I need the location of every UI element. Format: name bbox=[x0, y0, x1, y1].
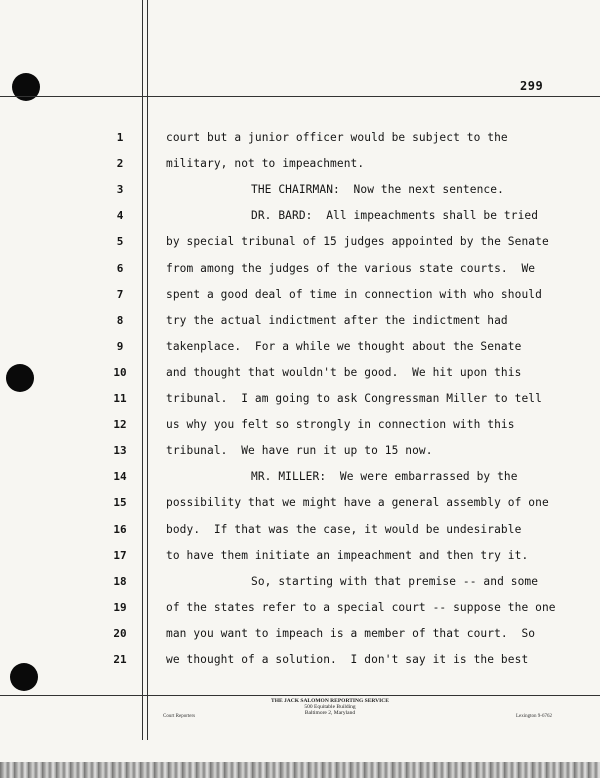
transcript-line: takenplace. For a while we thought about the Senate bbox=[166, 340, 522, 353]
footer-service bbox=[230, 698, 430, 716]
transcript-line: military, not to impeachment. bbox=[166, 157, 365, 170]
transcript-line: body. If that was the case, it would be undesirable bbox=[166, 523, 522, 536]
margin-rule-left bbox=[142, 0, 143, 740]
line-number: 7 bbox=[116, 288, 124, 301]
line-number: 15 bbox=[113, 496, 127, 509]
line-number: 2 bbox=[116, 157, 124, 170]
line-number: 16 bbox=[113, 523, 127, 536]
transcript-line: THE CHAIRMAN: Now the next sentence. bbox=[251, 183, 504, 196]
footer-service-name: THE JACK SALOMON REPORTING SERVICE bbox=[271, 698, 389, 704]
line-number: 21 bbox=[113, 653, 127, 666]
scan-edge-artifact bbox=[0, 762, 600, 778]
transcript-line: tribunal. I am going to ask Congressman Miller to tell bbox=[166, 392, 542, 405]
transcript-line: DR. BARD: All impeachments shall be tried bbox=[251, 209, 539, 222]
transcript-line: us why you felt so strongly in connection with this bbox=[166, 418, 515, 431]
line-number: 14 bbox=[113, 470, 127, 483]
footer-rule bbox=[0, 695, 600, 696]
transcript-line: So, starting with that premise -- and some bbox=[251, 575, 539, 588]
transcript-line: spent a good deal of time in connection with who should bbox=[166, 288, 542, 301]
line-number: 11 bbox=[113, 392, 127, 405]
transcript-line: of the states refer to a special court -- suppose the one bbox=[166, 601, 556, 614]
footer-address-1: 500 Equitable Building bbox=[304, 704, 356, 710]
line-number: 6 bbox=[116, 262, 124, 275]
line-number: 12 bbox=[113, 418, 127, 431]
line-number: 13 bbox=[113, 444, 127, 457]
transcript-line: try the actual indictment after the indictment had bbox=[166, 314, 508, 327]
transcript-line: tribunal. We have run it up to 15 now. bbox=[166, 444, 433, 457]
footer-address-2: Baltimore 2, Maryland bbox=[304, 710, 356, 716]
transcript-line: court but a junior officer would be subject to the bbox=[166, 131, 508, 144]
line-number: 1 bbox=[116, 131, 124, 144]
line-number: 10 bbox=[113, 366, 127, 379]
binder-hole-bottom bbox=[10, 663, 38, 691]
transcript-line: MR. MILLER: We were embarrassed by the bbox=[251, 470, 518, 483]
transcript-line: from among the judges of the various state courts. We bbox=[166, 262, 536, 275]
transcript-line: we thought of a solution. I don't say it is the best bbox=[166, 653, 529, 666]
transcript-line: to have them initiate an impeachment and then try it. bbox=[166, 549, 529, 562]
footer-right: Lexington 9-6762 bbox=[516, 714, 552, 719]
margin-rule-right bbox=[147, 0, 148, 740]
line-number: 17 bbox=[113, 549, 127, 562]
transcript-line: by special tribunal of 15 judges appointed by the Senate bbox=[166, 235, 549, 248]
line-number: 3 bbox=[116, 183, 124, 196]
line-number: 8 bbox=[116, 314, 124, 327]
line-number: 4 bbox=[116, 209, 124, 222]
transcript-line: and thought that wouldn't be good. We hit upon this bbox=[166, 366, 522, 379]
line-number: 20 bbox=[113, 627, 127, 640]
line-number: 18 bbox=[113, 575, 127, 588]
line-number: 19 bbox=[113, 601, 127, 614]
page-number: 299 bbox=[520, 79, 544, 93]
transcript-line: possibility that we might have a general assembly of one bbox=[166, 496, 549, 509]
footer-left: Court Reporters bbox=[163, 714, 196, 719]
transcript-line: man you want to impeach is a member of that court. So bbox=[166, 627, 536, 640]
line-number: 5 bbox=[116, 235, 124, 248]
line-number: 9 bbox=[116, 340, 124, 353]
binder-hole-middle bbox=[6, 364, 34, 392]
header-rule bbox=[0, 96, 600, 97]
